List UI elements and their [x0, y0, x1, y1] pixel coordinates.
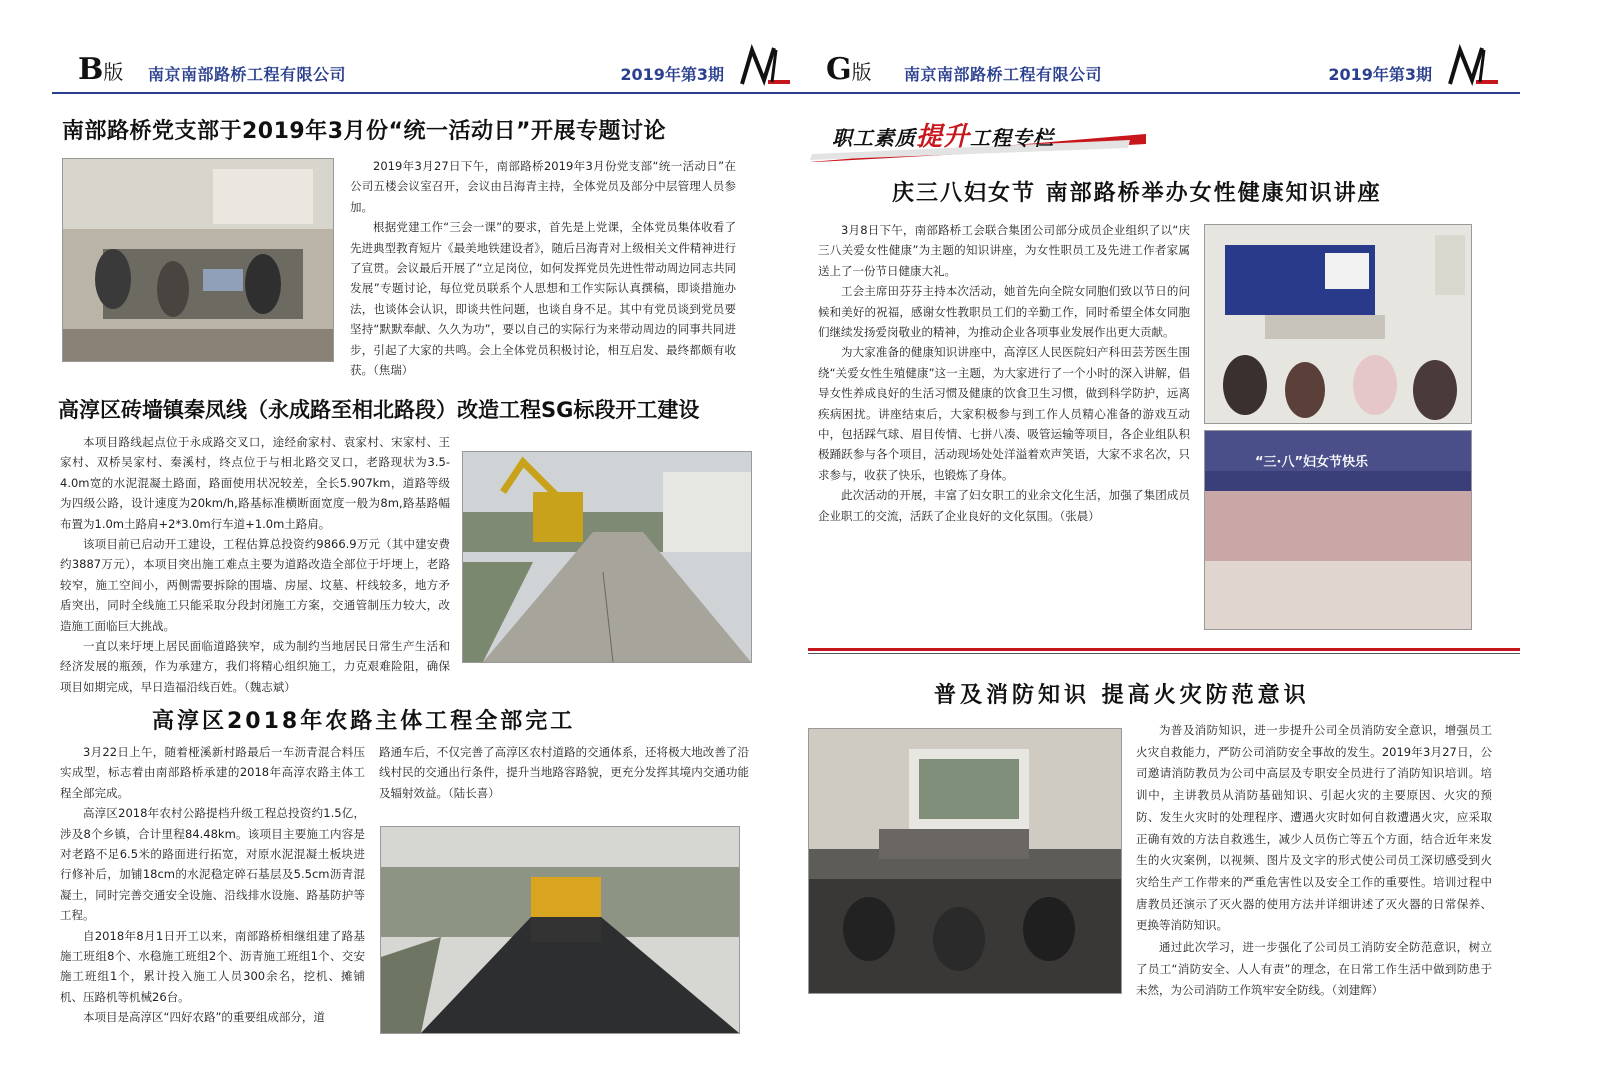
photo-road-roller	[380, 826, 740, 1034]
section-divider	[808, 648, 1520, 651]
header-rule	[808, 92, 1520, 94]
page-header	[52, 48, 812, 94]
company-name: 南京南部路桥工程有限公司	[148, 65, 347, 84]
photo-fire-training	[808, 728, 1122, 994]
article-body-col1: 3月22日上午，随着桠溪新村路最后一车沥青混合料压实成型，标志着由南部路桥承建的2018年高淳农路主体工程全部完成。 高淳区2018年农村公路提档升级工程总投资约1.5亿，涉及8个乡镇，合计里程84.48km。该项目主要施工内容是对老路不足6.5米的路面进行拓宽，对原水泥混凝土板块进行修补后，加铺18cm的水泥稳定碎石基层及5.5cm沥青混凝土，同时完善交通安全设施、沿线排水设施、路基防护等工程。 自2018年8月1日开工以来，南部路桥相继组建了路基施工班组8个、水稳施工班组2个、沥青施工班组1个、交安施工班组1个，累计投入施工人员300余名，挖机、摊铺机、压路机等机械26台。 本项目是高淳区“四好农路”的重要组成部分，道	[60, 745, 365, 1025]
photo-lecture-hall	[1204, 224, 1472, 424]
page-g	[808, 0, 1520, 1090]
article-title: 高淳区2018年农路主体工程全部完工	[152, 709, 576, 734]
company-logo-icon	[1446, 44, 1500, 88]
company-logo-icon	[738, 44, 792, 88]
article-title: 南部路桥党支部于2019年3月份“统一活动日”开展专题讨论	[62, 119, 666, 144]
photo-party-meeting	[62, 158, 334, 362]
issue-number: 2019年第3期	[620, 65, 724, 84]
article-title: 普及消防知识 提高火灾防范意识	[934, 683, 1310, 708]
column-banner-title: 职工素质提升工程专栏	[832, 122, 1055, 152]
version-label: B版	[78, 52, 124, 87]
article-body: 为普及消防知识，进一步提升公司全员消防安全意识，增强员工火灾自救能力，严防公司消防安全事故的发生。2019年3月27日，公司邀请消防教员为公司中高层及专职安全员进行了消防知识培训。培训中，主讲教员从消防基础知识、引起火灾的主要原因、火灾的预防、发生火灾时的处理程序、遭遇火灾时如何自救遭遇火灾，应采取正确有效的方法自救逃生，减少人员伤亡等五个方面，结合近年来发生的火灾案例，以视频、图片及文字的形式使公司员工深切感受到火灾给生产工作带来的严重危害性以及安全工作的重要性。培训过程中唐教员还演示了灭火器的使用方法并详细讲述了灭火器的日常保养、更换等消防知识。 通过此次学习，进一步强化了公司员工消防安全防范意识，树立了员工“消防安全、人人有责”的理念，在日常工作生活中做到防患于未然，为公司消防工作筑牢安全防线。（刘建辉）	[1136, 723, 1492, 998]
photo-excavator-road	[462, 451, 752, 663]
article-title: 庆三八妇女节 南部路桥举办女性健康知识讲座	[892, 181, 1382, 206]
section-divider-thin	[808, 653, 1520, 654]
company-name: 南京南部路桥工程有限公司	[904, 65, 1103, 84]
version-label: G版	[826, 52, 872, 87]
page-b	[52, 0, 812, 1090]
header-rule	[52, 92, 812, 94]
photo-group-celebration	[1204, 430, 1472, 630]
article-body: 本项目路线起点位于永成路交叉口，途经俞家村、袁家村、宋家村、王家村、双桥吴家村、秦溪村，终点位于与相北路交叉口，老路现状为3.5-4.0m宽的水泥混凝土路面，路面使用状况较差，全长5.907km，道路等级为四级公路，设计速度为20km/h,路基标准横断面宽度一般为8m,路基路幅布置为1.0m土路肩+2*3.0m行车道+1.0m土路肩。 该项目前已启动开工建设，工程估算总投资约9866.9万元（其中建安费约3887万元），本项目突出施工难点主要为道路改造全部位于圩埂上，老路较窄，施工空间小，两侧需要拆除的围墙、房屋、坟墓、杆线较多，地方矛盾突出，同时全线施工只能采取分段封闭施工方案，交通管制压力较大，改造施工面临巨大挑战。 一直以来圩埂上居民面临道路狭窄，成为制约当地居民日常生产生活和经济发展的瓶颈，作为承建方，我们将精心组织施工，力克艰难险阻，确保项目如期完成，早日造福沿线百姓。（魏志斌）	[60, 435, 450, 694]
issue-number: 2019年第3期	[1328, 65, 1432, 84]
photo-banner-text: “三·八”妇女节快乐	[1255, 455, 1369, 470]
page-header	[808, 48, 1520, 94]
article-body: 2019年3月27日下午，南部路桥2019年3月份党支部“统一活动日”在公司五楼会议室召开，会议由吕海青主持，全体党员及部分中层管理人员参加。 根据党建工作“三会一课”的要求，首先是上党课，全体党员集体收看了先进典型教育短片《最美地铁建设者》，随后吕海青对上级相关文件精神进行了宣贯。会议最后开展了“立足岗位，如何发挥党员先进性带动周边同志共同发展”专题讨论，每位党员联系个人思想和工作实际认真撰稿，即谈措施办法，也谈体会认识，即谈共性问题，也谈自身不足。其中有党员谈到党员要坚持“默默奉献、久久为功”，要以自己的实际行为来带动周边的同事共同进步，引起了大家的共鸣。会上全体党员积极讨论，相互启发、最终都颇有收获。（焦瑞）	[350, 159, 736, 378]
article-title: 高淳区砖墙镇秦凤线（永成路至相北路段）改造工程SG标段开工建设	[58, 398, 700, 422]
article-body-col2: 路通车后，不仅完善了高淳区农村道路的交通体系，还将极大地改善了沿线村民的交通出行条件，提升当地路容路貌，更充分发挥其境内交通功能及辐射效益。（陆长喜）	[379, 745, 749, 800]
article-body: 3月8日下午，南部路桥工会联合集团公司部分成员企业组织了以“庆三八关爱女性健康”为主题的知识讲座，为女性职员工及先进工作者家属送上了一份节日健康大礼。 工会主席田芬芬主持本次活动，她首先向全院女同胞们致以节日的问候和美好的祝福，感谢女性教职员工们的辛勤工作，同时希望全体女同胞们继续发扬爱岗敬业的精神，为推动企业各项事业发展作出更大贡献。 为大家准备的健康知识讲座中，高淳区人民医院妇产科田芸芳医生围绕“关爱女性生殖健康”这一主题，为大家进行了一个小时的深入讲解，倡导女性养成良好的生活习惯及健康的饮食卫生习惯，做到科学防护，远离疾病困扰。讲座结束后，大家积极参与到工作人员精心准备的游戏互动中，包括踩气球、眉目传情、七拼八凑、吸管运输等项目，各企业组队积极踊跃参与各个项目，活动现场处处洋溢着欢声笑语，大家不求名次，只求参与，收获了快乐，也锻炼了身体。 此次活动的开展，丰富了妇女职工的业余文化生活，加强了集团成员企业职工的交流，活跃了企业良好的文化氛围。（张晨）	[818, 223, 1190, 523]
